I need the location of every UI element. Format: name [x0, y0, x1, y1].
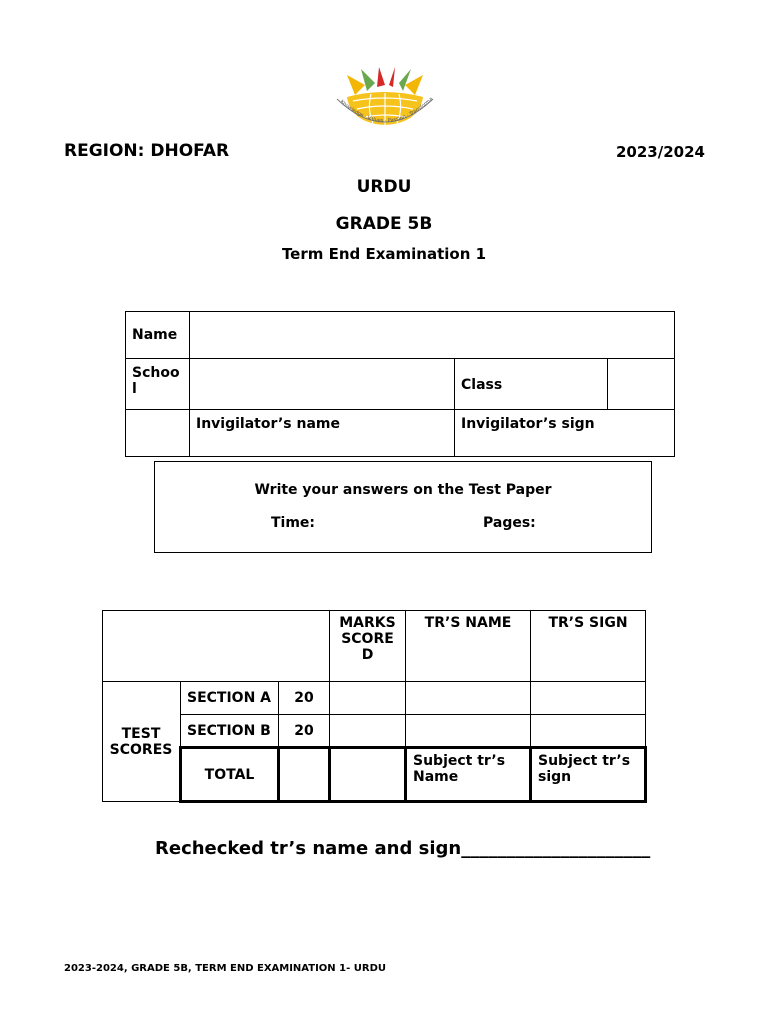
- subject-title: URDU: [356, 177, 412, 197]
- class-label: Class: [455, 359, 608, 410]
- total-label: TOTAL: [181, 748, 279, 802]
- section-a-max-marks: 20: [279, 682, 330, 715]
- logo-motto: Knowledge · Values · Passion · Transforma: [338, 96, 435, 125]
- section-a-teacher-name[interactable]: [406, 682, 531, 715]
- time-label: Time:: [271, 515, 316, 531]
- marks-scored-header: MARKS SCORE D: [330, 611, 406, 682]
- test-scores-label: TEST SCORES: [103, 682, 181, 802]
- invigilator-sign-cell[interactable]: Invigilator’s sign: [455, 410, 675, 457]
- ministry-logo: [333, 65, 437, 129]
- section-a-score[interactable]: [330, 682, 406, 715]
- academic-year: 2023/2024: [616, 143, 705, 161]
- total-max-marks[interactable]: [279, 748, 330, 802]
- teacher-name-header: TR’S NAME: [406, 611, 531, 682]
- region-label: REGION: DHOFAR: [64, 141, 230, 161]
- name-field[interactable]: [190, 312, 675, 359]
- section-a-teacher-sign[interactable]: [531, 682, 646, 715]
- grade-title: GRADE 5B: [335, 214, 433, 234]
- section-b-max-marks: 20: [279, 715, 330, 748]
- total-score[interactable]: [330, 748, 406, 802]
- scores-header-blank: [103, 611, 330, 682]
- instructions-text: Write your answers on the Test Paper: [254, 482, 552, 498]
- subject-teacher-sign[interactable]: Subject tr’s sign: [531, 748, 646, 802]
- scores-table: [102, 610, 647, 803]
- student-info-table: [125, 311, 675, 457]
- section-b-score[interactable]: [330, 715, 406, 748]
- subject-teacher-name[interactable]: Subject tr’s Name: [406, 748, 531, 802]
- school-field[interactable]: [190, 359, 455, 410]
- exam-title: Term End Examination 1: [281, 245, 487, 263]
- page-footer: 2023-2024, GRADE 5B, TERM END EXAMINATION 1- URDU: [64, 963, 386, 974]
- section-a-label: SECTION A: [181, 682, 279, 715]
- invigilator-name-cell[interactable]: Invigilator’s name: [190, 410, 455, 457]
- section-b-teacher-name[interactable]: [406, 715, 531, 748]
- section-b-label: SECTION B: [181, 715, 279, 748]
- class-field[interactable]: [608, 359, 675, 410]
- school-label: Schoo l: [126, 359, 190, 410]
- pages-label: Pages:: [483, 515, 536, 531]
- name-label: Name: [126, 312, 190, 359]
- instructions-box: [154, 461, 652, 553]
- section-b-teacher-sign[interactable]: [531, 715, 646, 748]
- invigilator-blank-cell: [126, 410, 190, 457]
- recheck-line: Rechecked tr’s name and sign_____________________: [155, 838, 651, 859]
- teacher-sign-header: TR’S SIGN: [531, 611, 646, 682]
